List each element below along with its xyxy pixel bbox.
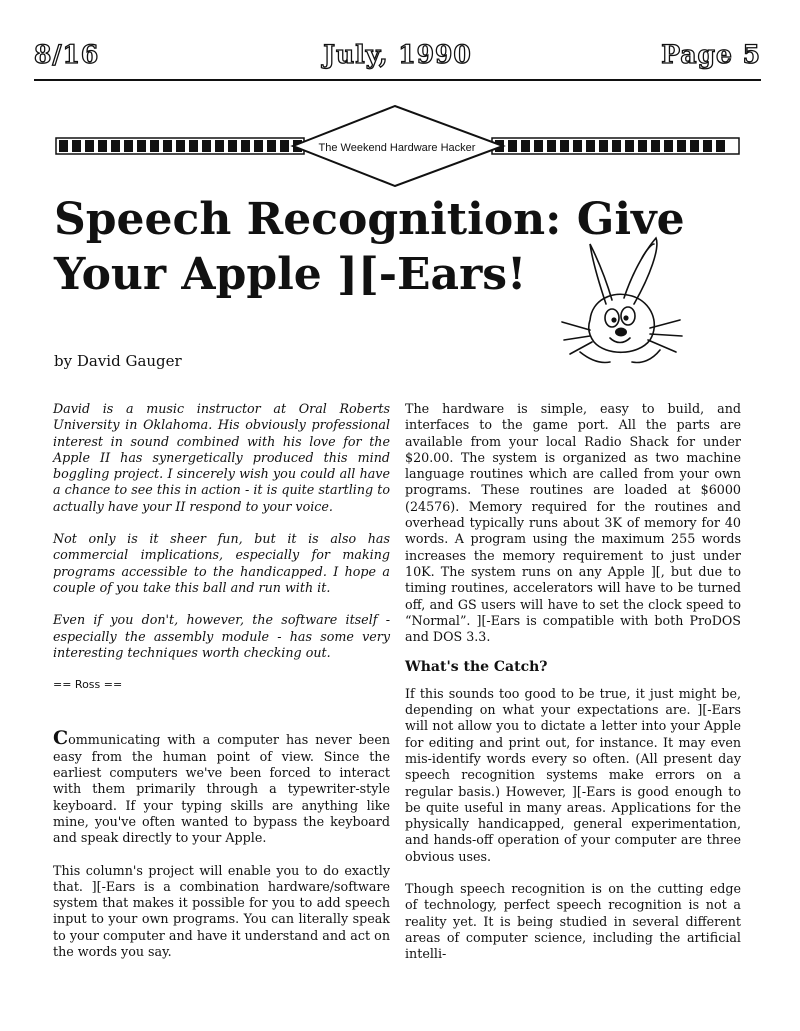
stripe-block — [98, 140, 107, 152]
stripe-block — [547, 140, 556, 152]
editor-signature: == Ross == — [53, 678, 123, 692]
left-column — [53, 401, 390, 960]
stripe-block — [521, 140, 530, 152]
stripe-block — [241, 140, 250, 152]
stripe-block — [703, 140, 712, 152]
page-number: Page 5 — [661, 40, 761, 69]
stripe-block — [215, 140, 224, 152]
stripe-block — [124, 140, 133, 152]
stripe-block — [72, 140, 81, 152]
stripe-block — [137, 140, 146, 152]
title-line-1: Speech Recognition: Give — [54, 194, 685, 245]
byline: by David Gauger — [54, 352, 182, 370]
stripe-block — [508, 140, 517, 152]
bunny-eye-right — [623, 315, 628, 320]
stripe-block — [599, 140, 608, 152]
column-banner — [54, 105, 741, 187]
stripe-block — [111, 140, 120, 152]
stripe-block — [638, 140, 647, 152]
stripe-block — [651, 140, 660, 152]
stripe-block — [560, 140, 569, 152]
editor-intro-paragraph: David is a music instructor at Oral Roberts University in Oklahoma. His obviously professional interest in sound combined with his love for the Apple II has synergetically produced this mind boggling project. I sincerely wish you could all have a chance to see this in action - it is quite startling to actually have your II respond to your voice. — [53, 401, 390, 514]
stripe-block — [163, 140, 172, 152]
bunny-nose — [615, 328, 627, 337]
stripe-block — [612, 140, 621, 152]
bunny-eye-left — [611, 317, 616, 322]
stripe-block — [202, 140, 211, 152]
stripe-block — [85, 140, 94, 152]
stripe-block — [534, 140, 543, 152]
stripe-block — [59, 140, 68, 152]
editor-intro-paragraph: Not only is it sheer fun, but it is also has commercial implications, especially for making programs accessible to the handicapped. I hope a couple of you take this ball and run with it. — [53, 531, 390, 595]
drop-cap: C — [53, 727, 69, 750]
stripe-block — [189, 140, 198, 152]
stripe-block — [573, 140, 582, 152]
stripe-block — [150, 140, 159, 152]
stripe-block — [267, 140, 276, 152]
body-paragraph: Though speech recognition is on the cutting edge of technology, perfect speech recognition is not a reality yet. It is being studied in several different areas of computer science, including the artificial intelli- — [405, 881, 741, 962]
body-paragraph: This column's project will enable you to do exactly that. ][-Ears is a combination hardware/software system that makes it possible for you to add speech input to your own programs. You can literally speak to your computer and have it understand and act on the words you say. — [53, 862, 390, 960]
issue-number: 8/16 — [34, 40, 100, 69]
bunny-illustration — [520, 228, 710, 378]
stripe-block — [254, 140, 263, 152]
body-paragraph: If this sounds too good to be true, it just might be, depending on what your expectations are. ][-Ears will not allow you to dictate a letter into your Apple for editing and print out, for instance. It may even mis-identify words every so often. (All present day speech recognition systems make errors on a regular basis.) However, ][-Ears is good enough to be quite useful in many areas. Applications for the physically handicapped, general experimentation, and hands-off operation of your computer are three obvious uses. — [405, 685, 741, 864]
stripe-block — [716, 140, 725, 152]
running-header — [34, 40, 761, 76]
title-line-2: Your Apple ][-Ears! — [54, 249, 527, 300]
stripe-block — [228, 140, 237, 152]
section-heading: What's the Catch? — [405, 659, 548, 676]
banner-label: The Weekend Hardware Hacker — [318, 142, 476, 154]
stripe-block — [690, 140, 699, 152]
editor-intro-paragraph: Even if you don't, however, the software itself - especially the assembly module - has some very interesting techniques worth checking out. — [53, 612, 390, 660]
header-rule — [34, 79, 761, 81]
stripe-block — [664, 140, 673, 152]
body-paragraph: The hardware is simple, easy to build, and interfaces to the game port. All the parts are available from your local Radio Shack for under $20.00. The system is organized as two machine language routines which are called from your own programs. These routines are loaded at $6000 (24576). Memory required for the routines and overhead typically runs about 3K of memory for 40 words. A program using the maximum 255 words increases the memory requirement to just under 10K. The system runs on any Apple ][, but due to timing routines, accelerators will have to be turned off, and GS users will have to set the clock speed to “Normal”. ][-Ears is compatible with both ProDOS and DOS 3.3. — [405, 401, 741, 645]
right-column — [405, 401, 741, 963]
stripe-block — [586, 140, 595, 152]
body-paragraph — [53, 727, 390, 846]
stripe-block — [176, 140, 185, 152]
issue-date: July, 1990 — [323, 40, 472, 69]
stripe-block — [625, 140, 634, 152]
stripe-block — [677, 140, 686, 152]
banner-stripe-right — [492, 138, 739, 154]
banner-stripe-left — [56, 138, 304, 154]
body-paragraph-text: ommunicating with a computer has never been easy from the human point of view. Since the earliest computers we've been forced to interact with them primarily through a typewriter-style keyboard. If your typing skills are anything like mine, you've often wanted to bypass the keyboard and speak directly to your Apple. — [53, 732, 390, 846]
stripe-block — [280, 140, 289, 152]
